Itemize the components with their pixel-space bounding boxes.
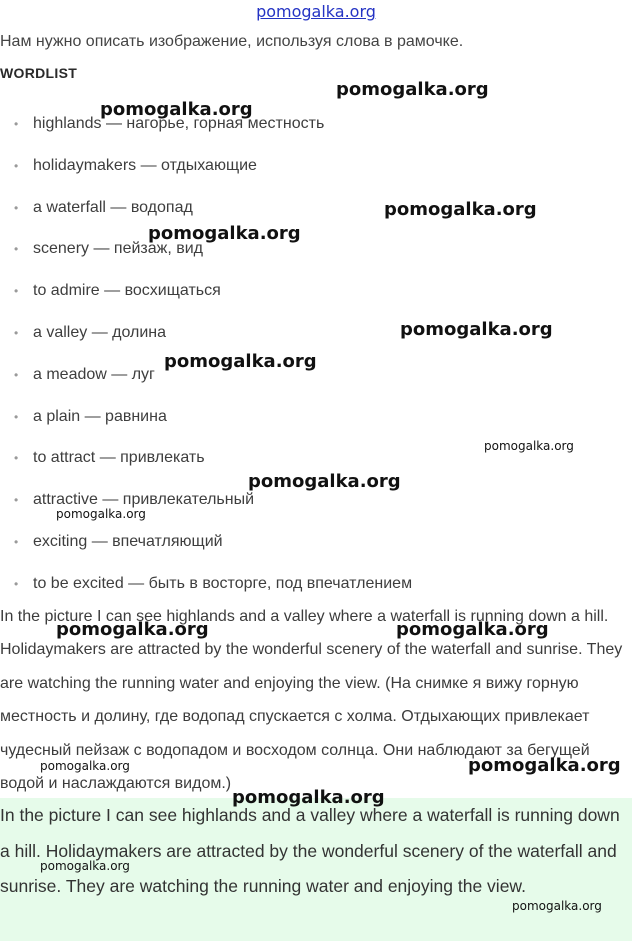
- list-item: [14, 322, 412, 364]
- watermark: pomogalka.org: [396, 619, 549, 640]
- watermark: pomogalka.org: [400, 319, 553, 340]
- list-item: [14, 238, 412, 280]
- word-entry: holidaymakers — отдыхающие: [33, 156, 257, 174]
- bullet-icon: •: [14, 534, 19, 549]
- bullet-icon: •: [14, 576, 19, 591]
- answer-box: [0, 798, 632, 941]
- word-entry: to admire — восхищаться: [33, 282, 221, 300]
- watermark: pomogalka.org: [164, 351, 317, 372]
- answer-text: In the picture I can see highlands and a valley where a waterfall is running down a hill. Holidaymakers are attracted by the wonderful scenery of the waterfall and sunrise. They are watching the running water and enjoying the view.: [0, 805, 620, 896]
- word-list: [14, 113, 412, 615]
- bullet-icon: •: [14, 242, 19, 257]
- list-item: [14, 113, 412, 155]
- watermark: pomogalka.org: [148, 223, 301, 244]
- list-item: [14, 447, 412, 489]
- word-entry: a plain — равнина: [33, 407, 167, 425]
- bullet-icon: •: [14, 367, 19, 382]
- watermark: pomogalka.org: [232, 787, 385, 808]
- list-item: [14, 155, 412, 197]
- bullet-icon: •: [14, 493, 19, 508]
- bullet-icon: •: [14, 325, 19, 340]
- watermark: pomogalka.org: [56, 507, 146, 521]
- list-item: [14, 197, 412, 239]
- watermark: pomogalka.org: [468, 755, 621, 776]
- word-entry: to attract — привлекать: [33, 449, 205, 467]
- watermark: pomogalka.org: [56, 619, 209, 640]
- bullet-icon: •: [14, 158, 19, 173]
- intro-text: Нам нужно описать изображение, используя слова в рамочке.: [0, 33, 464, 50]
- list-item: [14, 531, 412, 573]
- word-entry: attractive — привлекательный: [33, 491, 255, 509]
- description-paragraph: In the picture I can see highlands and a valley where a waterfall is running down a hill. Holidaymakers are attracted by the wonderful scenery of the waterfall and sunrise. They are watching the running water and enjoying the view. (На снимке я вижу горную местность и долину, где водопад спускается с холма. Отдыхающих привлекает чудесный пейзаж с водопадом и восходом солнца. Они наблюдают за бегущей водой и наслаждаются видом.): [0, 608, 623, 793]
- list-item: [14, 280, 412, 322]
- list-item: [14, 489, 412, 531]
- list-item: [14, 406, 412, 448]
- watermark: pomogalka.org: [40, 759, 130, 773]
- watermark: pomogalka.org: [100, 99, 253, 120]
- wordlist-heading: WORDLIST: [0, 65, 78, 81]
- bullet-icon: •: [14, 200, 19, 215]
- bullet-icon: •: [14, 117, 19, 131]
- watermark: pomogalka.org: [248, 471, 401, 492]
- bullet-icon: •: [14, 284, 19, 299]
- word-entry: a valley — долина: [33, 323, 167, 341]
- watermark: pomogalka.org: [384, 199, 537, 220]
- word-entry: to be excited — быть в восторге, под впечатлением: [33, 574, 413, 592]
- list-item: [14, 364, 412, 406]
- word-entry: scenery — пейзаж, вид: [33, 240, 204, 258]
- watermark: pomogalka.org: [40, 859, 130, 873]
- bullet-icon: •: [14, 451, 19, 466]
- watermark: pomogalka.org: [512, 899, 602, 913]
- word-entry: highlands — нагорье, горная местность: [33, 115, 325, 132]
- site-header-link[interactable]: pomogalka.org: [256, 2, 376, 21]
- watermark: pomogalka.org: [336, 79, 489, 100]
- word-entry: a waterfall — водопад: [33, 198, 193, 216]
- word-entry: a meadow — луг: [33, 365, 155, 383]
- bullet-icon: •: [14, 409, 19, 424]
- word-entry: exciting — впечатляющий: [33, 532, 223, 550]
- watermark: pomogalka.org: [484, 439, 574, 453]
